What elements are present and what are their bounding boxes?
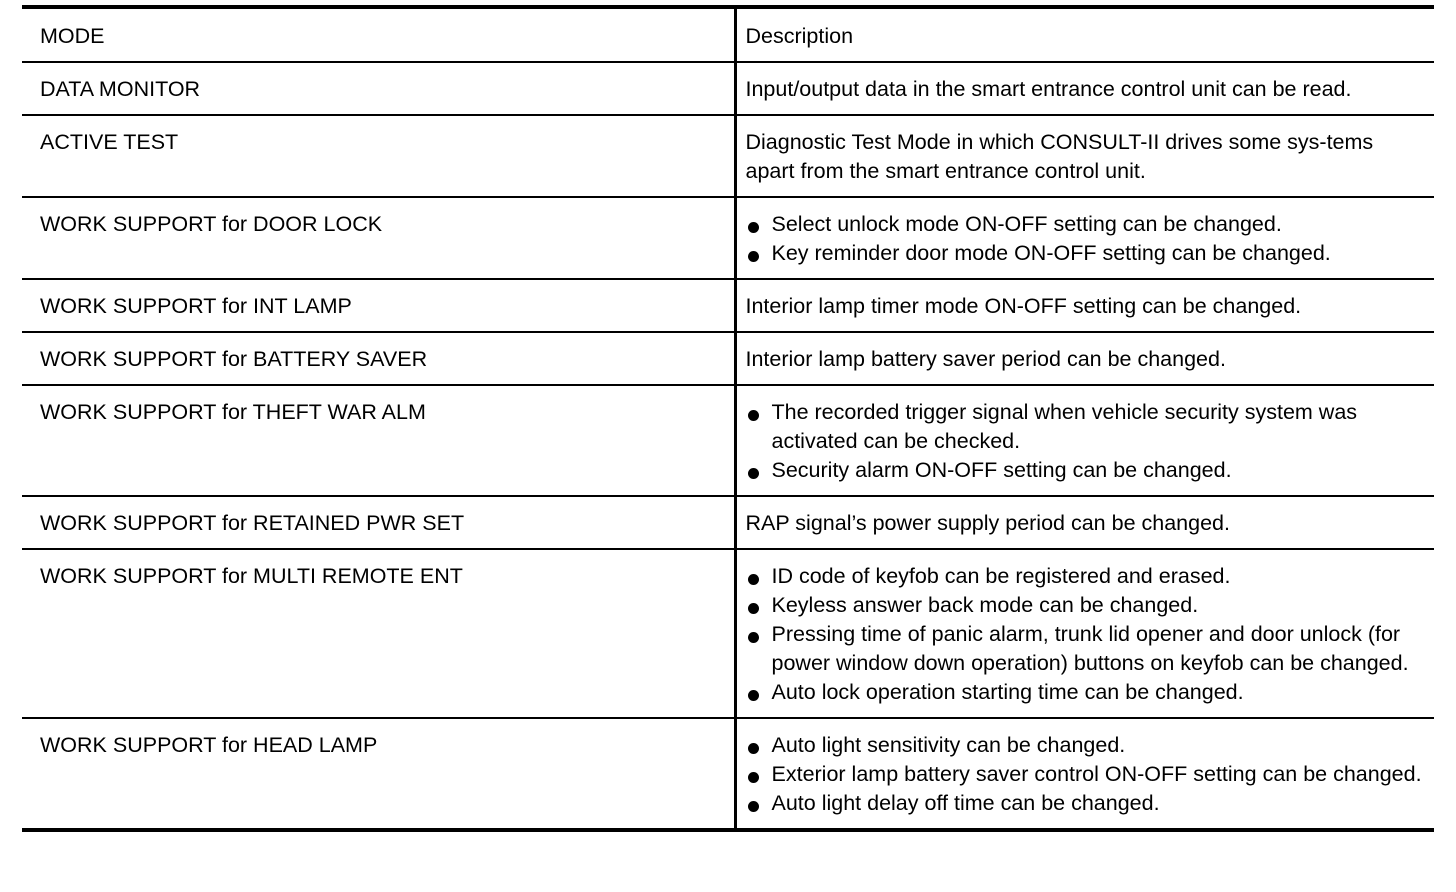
table-row: [22, 385, 1434, 496]
bullet-item: Auto lock operation starting time can be changed.: [746, 678, 1425, 707]
bullet-list: [746, 731, 1425, 818]
bullet-list: [746, 210, 1425, 268]
table-row: [22, 332, 1434, 385]
description-cell: [735, 549, 1434, 718]
mode-cell: WORK SUPPORT for BATTERY SAVER: [22, 332, 735, 385]
bullet-item: The recorded trigger signal when vehicle security system was activated can be checked.: [746, 398, 1425, 456]
description-cell: Input/output data in the smart entrance control unit can be read.: [735, 62, 1434, 115]
bullet-item: Keyless answer back mode can be changed.: [746, 591, 1425, 620]
table-row: [22, 496, 1434, 549]
mode-cell: DATA MONITOR: [22, 62, 735, 115]
description-cell: Diagnostic Test Mode in which CONSULT-II drives some sys-tems apart from the smart entrance control unit.: [735, 115, 1434, 197]
table-row: [22, 718, 1434, 830]
table-row: [22, 549, 1434, 718]
description-cell: Interior lamp battery saver period can be changed.: [735, 332, 1434, 385]
bullet-list: [746, 398, 1425, 485]
table-header-row: [22, 7, 1434, 62]
bullet-item: Pressing time of panic alarm, trunk lid opener and door unlock (for power window down operation) buttons on keyfob can be changed.: [746, 620, 1425, 678]
bullet-item: Exterior lamp battery saver control ON-OFF setting can be changed.: [746, 760, 1425, 789]
bullet-item: Key reminder door mode ON-OFF setting can be changed.: [746, 239, 1425, 268]
mode-description-table: [22, 5, 1434, 832]
bullet-item: Security alarm ON-OFF setting can be changed.: [746, 456, 1425, 485]
description-cell: RAP signal’s power supply period can be changed.: [735, 496, 1434, 549]
description-cell: [735, 718, 1434, 830]
mode-cell: ACTIVE TEST: [22, 115, 735, 197]
mode-cell: WORK SUPPORT for INT LAMP: [22, 279, 735, 332]
bullet-item: Auto light delay off time can be changed.: [746, 789, 1425, 818]
mode-column-header: MODE: [22, 7, 735, 62]
table-row: [22, 115, 1434, 197]
description-cell: Interior lamp timer mode ON-OFF setting can be changed.: [735, 279, 1434, 332]
mode-cell: WORK SUPPORT for THEFT WAR ALM: [22, 385, 735, 496]
bullet-item: ID code of keyfob can be registered and erased.: [746, 562, 1425, 591]
description-column-header: Description: [745, 24, 854, 48]
description-cell: [735, 197, 1434, 279]
table-row: [22, 62, 1434, 115]
bullet-item: Auto light sensitivity can be changed.: [746, 731, 1425, 760]
bullet-item: Select unlock mode ON-OFF setting can be changed.: [746, 210, 1425, 239]
mode-cell: WORK SUPPORT for DOOR LOCK: [22, 197, 735, 279]
table-row: [22, 197, 1434, 279]
table-row: [22, 279, 1434, 332]
description-cell: [735, 385, 1434, 496]
mode-cell: WORK SUPPORT for HEAD LAMP: [22, 718, 735, 830]
mode-cell: WORK SUPPORT for MULTI REMOTE ENT: [22, 549, 735, 718]
bullet-list: [746, 562, 1425, 707]
mode-cell: WORK SUPPORT for RETAINED PWR SET: [22, 496, 735, 549]
